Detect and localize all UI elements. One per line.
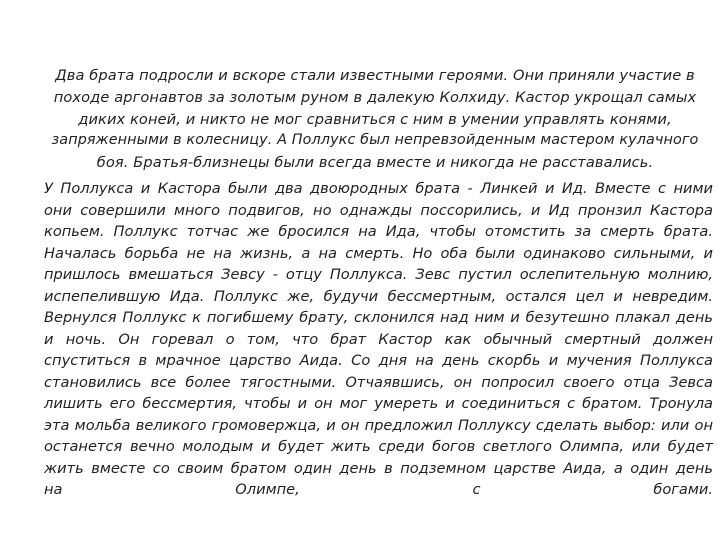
intro-paragraph — [48, 65, 702, 174]
body-line: жить вместе со своим братом один день в подземном царстве Аида, а один день — [44, 459, 713, 477]
body-line: останется вечно молодым и будет жить среди богов светлого Олимпа, или будет — [44, 438, 713, 455]
body-line: У Поллукса и Кастора были два двоюродных брата - Линкей и Ид. Вместе с ними — [44, 180, 713, 197]
body-line: Вернулся Поллукс к погибшему брату, склонился над ним и безутешно плакал день — [44, 309, 713, 326]
body-line: пришлось вмешаться Зевсу - отцу Поллукса. Зевс пустил ослепительную молнию, — [44, 266, 713, 283]
body-line: испепелившую Ида. Поллукс же, будучи бессмертным, остался цел и невредим. — [44, 287, 713, 305]
intro-line: запряженными в колесницу. А Поллукс был непревзойденным мастером кулачного — [51, 132, 699, 149]
body-line: копьем. Поллукс тотчас же бросился на Ида, чтобы отомстить за смерть брата. — [44, 223, 713, 240]
body-line: Началась борьба не на жизнь, а на смерть. Но оба были одинаково сильными, и — [44, 244, 713, 262]
intro-line: диких коней, и никто не мог сравниться с ним в умении управлять конями, — [78, 110, 672, 128]
main-paragraph — [44, 178, 713, 501]
body-line: становились все более тягостными. Отчаявшись, он попросил своего отца Зевса — [44, 373, 713, 391]
intro-line: Два брата подросли и вскоре стали известными героями. Они приняли участие в — [55, 67, 695, 84]
intro-line: боя. Братья-близнецы были всегда вместе и никогда не расставались. — [96, 154, 654, 172]
body-line: они совершили много подвигов, но однажды поссорились, и Ид пронзил Кастора — [44, 201, 713, 219]
body-line: лишить его бессмертия, чтобы и он мог умереть и соединиться с братом. Тронула — [44, 395, 713, 412]
intro-line: походе аргонавтов за золотым руном в далекую Колхиду. Кастор укрощал самых — [53, 88, 697, 106]
body-line: спуститься в мрачное царство Аида. Со дня на день скорбь и мучения Поллукса — [44, 352, 713, 369]
body-line: эта мольба великого громовержца, и он предложил Поллуксу сделать выбор: или он — [44, 416, 713, 434]
body-line: на Олимпе, с богами. — [44, 481, 713, 498]
body-line: и ночь. Он горевал о том, что брат Кастор как обычный смертный должен — [44, 330, 713, 348]
